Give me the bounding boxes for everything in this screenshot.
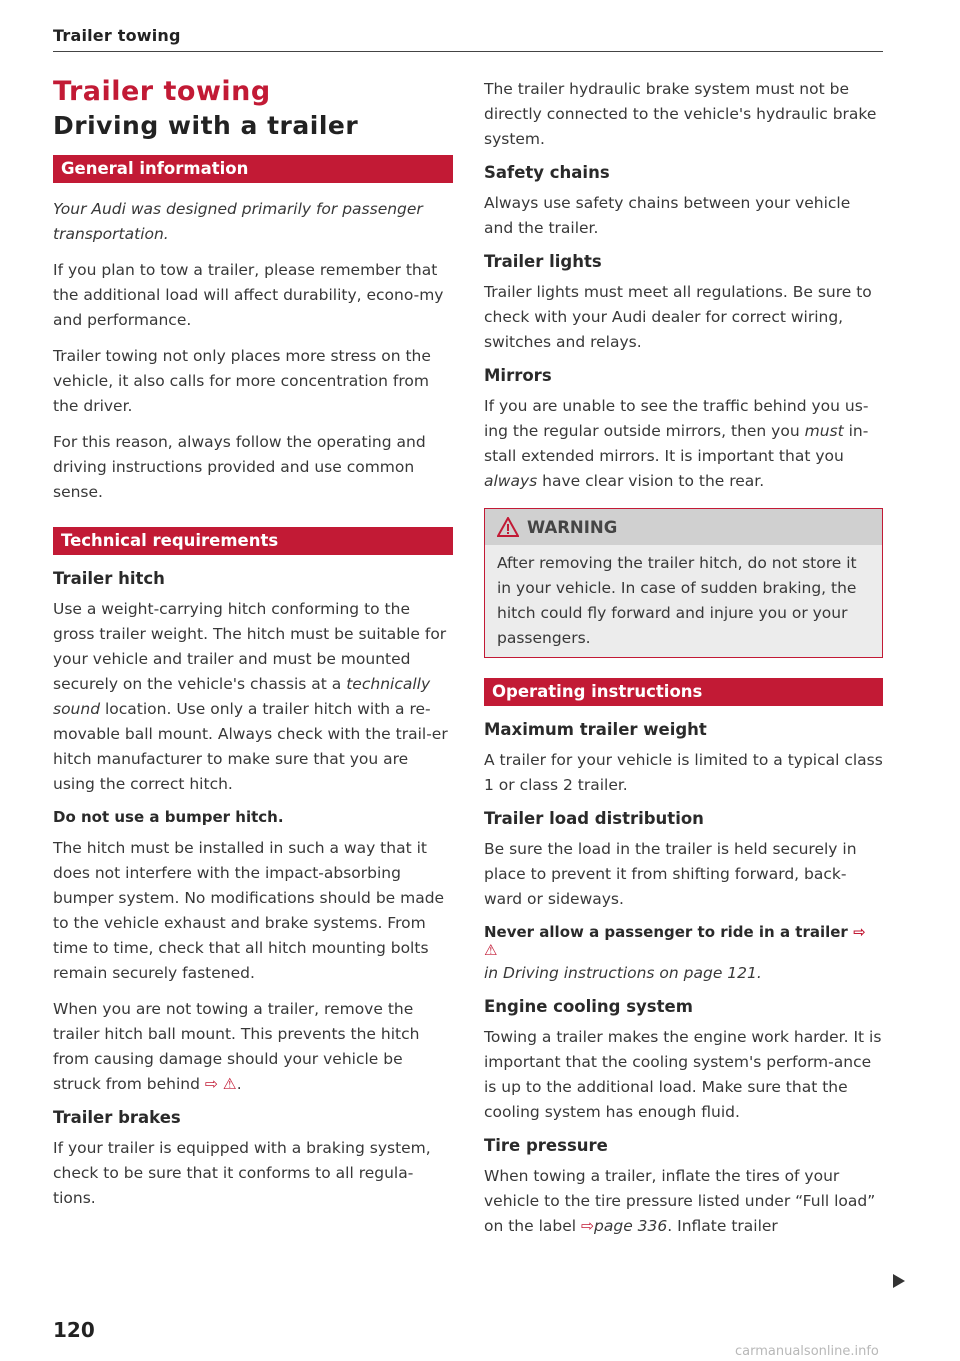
continue-arrow-icon xyxy=(892,1273,906,1289)
running-header: Trailer towing xyxy=(53,26,181,45)
operating-instructions-bar: Operating instructions xyxy=(484,678,883,706)
max-trailer-weight-paragraph: A trailer for your vehicle is limited to a typical class 1 or class 2 trailer. xyxy=(484,751,883,794)
trailer-lights-heading: Trailer lights xyxy=(484,252,602,271)
technical-requirements-bar: Technical requirements xyxy=(53,527,453,555)
trailer-lights-paragraph: Trailer lights must meet all regulations. Be sure to check with your Audi dealer for correct wiring, switches and relays. xyxy=(484,283,872,351)
warning-text: After removing the trailer hitch, do not store it in your vehicle. In case of sudden braking, the hitch could fly forward and injure you or your passengers. xyxy=(497,554,857,647)
warning-title: WARNING xyxy=(527,517,618,537)
never-allow-passenger-heading: Never allow a passenger to ride in a trailer ⇨ ⚠ xyxy=(484,923,866,959)
watermark: carmanualsonline.info xyxy=(735,1344,879,1359)
tire-pressure-paragraph: When towing a trailer, inflate the tires of your vehicle to the tire pressure listed under “Full load” on the label ⇨page 336. Inflate trailer xyxy=(484,1167,876,1235)
max-trailer-weight-heading: Maximum trailer weight xyxy=(484,720,707,739)
mirrors-paragraph: If you are unable to see the traffic behind you us-ing the regular outside mirrors, then you must in-stall extended mirrors. It is important that you always have clear vision to the rear. xyxy=(484,397,869,490)
section-title: Driving with a trailer xyxy=(53,111,359,140)
warning-box xyxy=(484,508,883,658)
warning-body xyxy=(485,545,882,657)
tire-pressure-heading: Tire pressure xyxy=(484,1136,608,1155)
load-distribution-paragraph: Be sure the load in the trailer is held securely in place to prevent it from shifting forward, back-ward or sideways. xyxy=(484,840,857,908)
warning-reference-icon[interactable]: ⇨ ⚠ xyxy=(484,923,866,959)
chapter-title: Trailer towing xyxy=(53,76,271,107)
safety-chains-heading: Safety chains xyxy=(484,163,610,182)
engine-cooling-paragraph: Towing a trailer makes the engine work harder. It is important that the cooling system's perform-ance is up to the additional load. Make sure that the cooling system has enough fluid. xyxy=(484,1028,882,1121)
general-information-bar: General information xyxy=(53,155,453,183)
general-paragraph-1: If you plan to tow a trailer, please remember that the additional load will affect durability, econo-my and performance. xyxy=(53,261,444,329)
trailer-hitch-paragraph: Use a weight-carrying hitch conforming to the gross trailer weight. The hitch must be suitable for your vehicle and trailer and must be mounted securely on the vehicle's chassis at a technically sound location. Use only a trailer hitch with a re-movable ball mount. Always check with the trail-er hitch manufacturer to make sure that you are using the correct hitch. xyxy=(53,600,448,793)
trailer-brakes-paragraph: If your trailer is equipped with a braking system, check to be sure that it conforms to all regula-tions. xyxy=(53,1139,431,1207)
warning-triangle-icon xyxy=(497,517,519,537)
trailer-brakes-heading: Trailer brakes xyxy=(53,1108,181,1127)
engine-cooling-heading: Engine cooling system xyxy=(484,997,693,1016)
page-reference-arrow-icon[interactable]: ⇨ xyxy=(581,1217,595,1235)
general-paragraph-3: For this reason, always follow the operating and driving instructions provided and use common sense. xyxy=(53,433,426,501)
warning-reference-icon[interactable]: ⇨ ⚠ xyxy=(204,1075,237,1093)
page-number: 120 xyxy=(53,1318,95,1342)
hydraulic-paragraph: The trailer hydraulic brake system must not be directly connected to the vehicle's hydraulic brake system. xyxy=(484,80,877,148)
warning-header xyxy=(485,509,882,545)
page-reference-link[interactable]: page 336 xyxy=(594,1217,668,1235)
bumper-hitch-paragraph: The hitch must be installed in such a way that it does not interfere with the impact-absorbing bumper system. No modifications should be made to the vehicle exhaust and brake systems. From time to time, check that all hitch mounting bolts remain securely fastened. xyxy=(53,839,445,982)
left-column xyxy=(53,70,453,1222)
not-towing-paragraph: When you are not towing a trailer, remove the trailer hitch ball mount. This prevents the hitch from causing damage should your vehicle be struck from behind ⇨ ⚠. xyxy=(53,1000,420,1093)
header-rule xyxy=(53,51,883,52)
safety-chains-paragraph: Always use safety chains between your vehicle and the trailer. xyxy=(484,194,851,237)
load-distribution-heading: Trailer load distribution xyxy=(484,809,704,828)
intro-text: Your Audi was designed primarily for passenger transportation. xyxy=(53,200,423,243)
driving-instructions-reference[interactable]: in Driving instructions on page 121. xyxy=(484,964,762,982)
trailer-hitch-heading: Trailer hitch xyxy=(53,569,165,588)
mirrors-heading: Mirrors xyxy=(484,366,552,385)
bumper-hitch-heading: Do not use a bumper hitch. xyxy=(53,808,284,826)
general-paragraph-2: Trailer towing not only places more stress on the vehicle, it also calls for more concentration from the driver. xyxy=(53,347,431,415)
right-column xyxy=(484,77,883,1250)
